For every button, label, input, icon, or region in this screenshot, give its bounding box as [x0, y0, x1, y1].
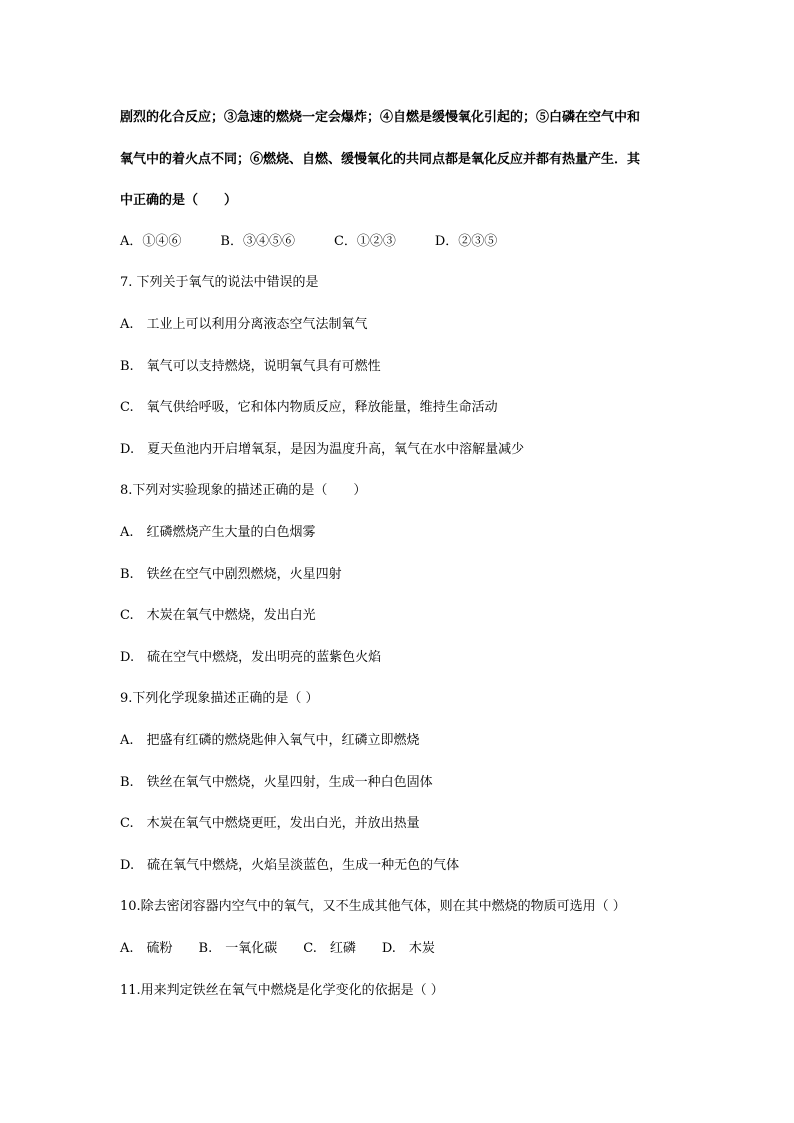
q6-text-line-3: 中正确的是（ ） — [120, 193, 238, 208]
q7-option-d: D. 夏天鱼池内开启增氧泵，是因为温度升高，氧气在水中溶解量减少 — [120, 442, 525, 457]
q6-text-line-1: 剧烈的化合反应；③急速的燃烧一定会爆炸；④自燃是缓慢氧化引起的；⑤白磷在空气中和 — [120, 110, 641, 125]
q7-option-c: C. 氧气供给呼吸，它和体内物质反应，释放能量，维持生命活动 — [120, 400, 498, 415]
q6-options: A．①④⑥ B．③④⑤⑥ C．①②③ D．②③⑤ — [120, 234, 498, 249]
q10-stem: 10.除去密闭容器内空气中的氧气，又不生成其他气体，则在其中燃烧的物质可选用（ ） — [120, 899, 626, 914]
q10-options: A. 硫粉 B. 一氧化碳 C. 红磷 D. 木炭 — [120, 941, 435, 956]
q6-text-line-2: 氧气中的着火点不同；⑥燃烧、自燃、缓慢氧化的共同点都是氧化反应并都有热量产生．其 — [120, 152, 641, 167]
q9-option-d: D. 硫在氧气中燃烧，火焰呈淡蓝色，生成一种无色的气体 — [120, 858, 460, 873]
q9-option-a: A. 把盛有红磷的燃烧匙伸入氧气中，红磷立即燃烧 — [120, 733, 420, 748]
q9-stem: 9.下列化学现象描述正确的是（ ） — [120, 691, 319, 706]
q7-stem: 7. 下列关于氧气的说法中错误的是 — [120, 275, 319, 290]
q8-option-d: D. 硫在空气中燃烧，发出明亮的蓝紫色火焰 — [120, 650, 382, 665]
q11-stem: 11.用来判定铁丝在氧气中燃烧是化学变化的依据是（ ） — [120, 983, 444, 998]
q8-option-b: B. 铁丝在空气中剧烈燃烧，火星四射 — [120, 567, 342, 582]
q9-option-c: C. 木炭在氧气中燃烧更旺，发出白光，并放出热量 — [120, 816, 420, 831]
q8-option-c: C. 木炭在氧气中燃烧，发出白光 — [120, 608, 316, 623]
q7-option-a: A. 工业上可以利用分离液态空气法制氧气 — [120, 317, 368, 332]
q8-stem: 8.下列对实验现象的描述正确的是（ ） — [120, 483, 367, 498]
q9-option-b: B. 铁丝在氧气中燃烧，火星四射，生成一种白色固体 — [120, 775, 433, 790]
q8-option-a: A. 红磷燃烧产生大量的白色烟雾 — [120, 525, 316, 540]
q7-option-b: B. 氧气可以支持燃烧，说明氧气具有可燃性 — [120, 359, 381, 374]
